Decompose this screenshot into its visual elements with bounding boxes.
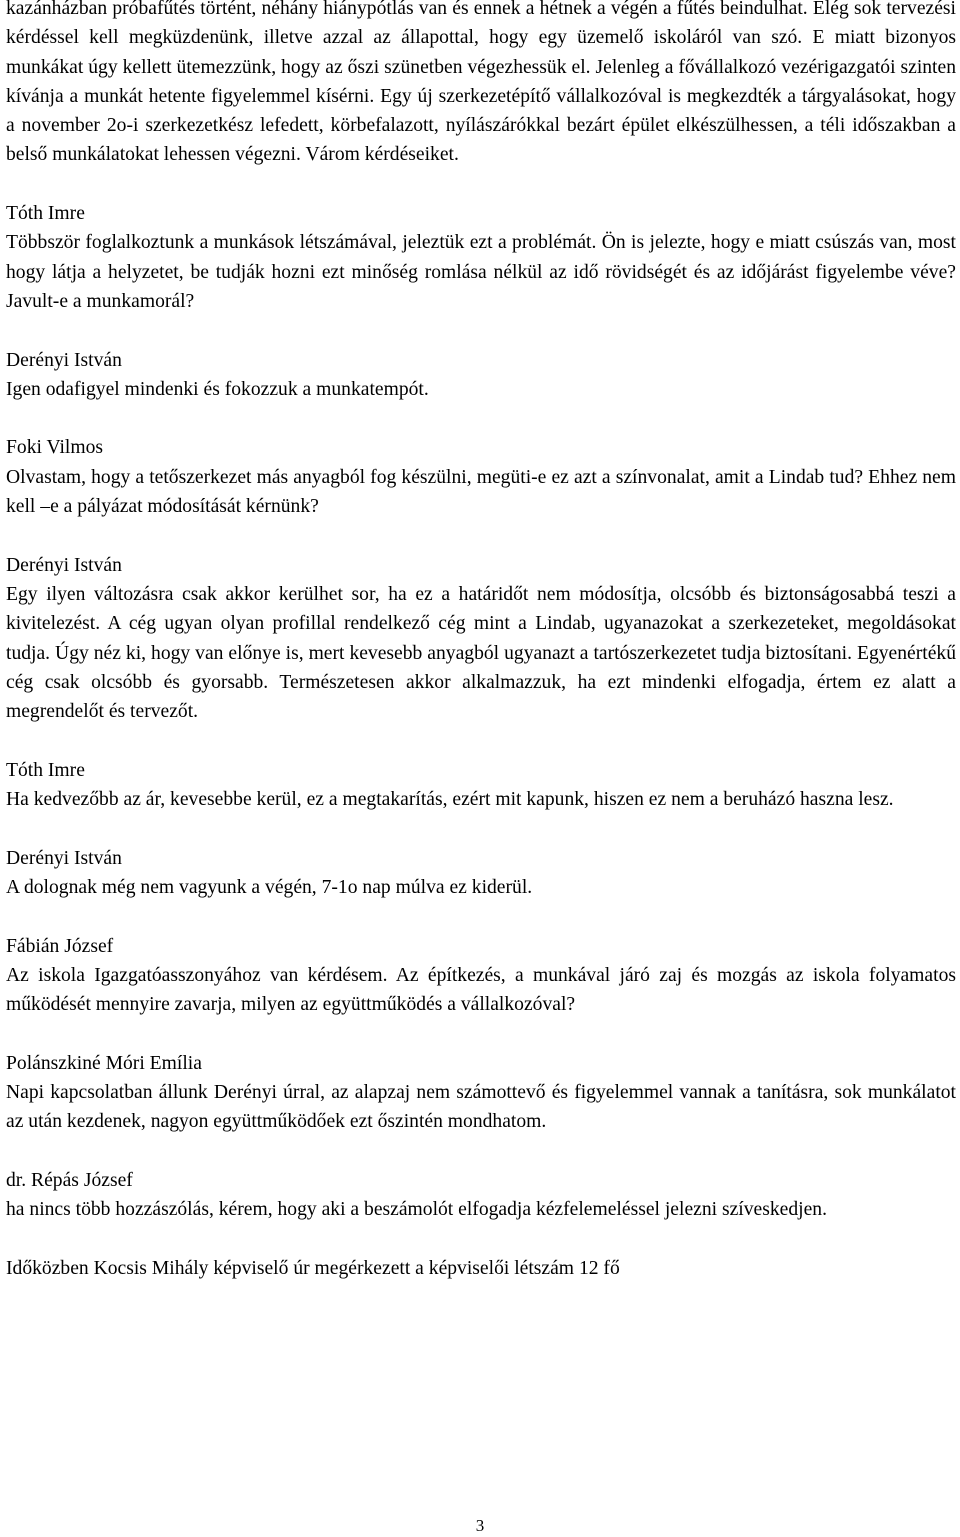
speech-text: Többször foglalkoztunk a munkások létszámával, jeleztük ezt a problémát. Ön is jelezte, hogy e miatt csúszás van, most hogy látja a helyzetet, be tudják hozni ezt minőség romlása nélkül az idő rövidségét és az időjárást figyelembe véve? Javult-e a munkamorál? bbox=[6, 232, 956, 312]
speaker-name: Derényi István bbox=[6, 349, 122, 371]
speaker-name: Tóth Imre bbox=[6, 759, 85, 781]
speech-text: Egy ilyen változásra csak akkor kerülhet sor, ha ez a határidőt nem módosítja, olcsóbb és biztonságosabbá teszi a kivitelezést. A cég ugyan olyan profillal rendelkező cég mint a Lindab, ugyanazokat a szerkezeteket, megoldásokat tudja. Úgy néz ki, hogy van előnye is, mert kevesebb anyagból ugyanazt a tartószerkezetet tudja biztosítani. Egyenértékű cég csak olcsóbb és gyorsabb. Természetesen akkor alkalmazzuk, ha ezt mindenki elfogadja, értem ez alatt a megrendelőt és tervezőt. bbox=[6, 583, 956, 723]
closing-note: Időközben Kocsis Mihály képviselő úr megérkezett a képviselői létszám 12 fő bbox=[6, 1257, 620, 1279]
speech-text: Ha kedvezőbb az ár, kevesebbe kerül, ez a megtakarítás, ezért mit kapunk, hiszen ez nem a beruházó haszna lesz. bbox=[6, 789, 894, 811]
speech-entry bbox=[6, 199, 956, 316]
speech-entry bbox=[6, 433, 956, 521]
speaker-name: Derényi István bbox=[6, 847, 122, 869]
spacer bbox=[6, 316, 956, 345]
speech-text: Napi kapcsolatban állunk Derényi úrral, az alapzaj nem számottevő és figyelemmel vannak a tanításra, sok munkálatot az után kezdenek, nagyon együttműködőek ezt őszintén mondhatom. bbox=[6, 1081, 956, 1133]
spacer bbox=[6, 404, 956, 433]
speech-entry bbox=[6, 346, 956, 405]
speech-text: Az iskola Igazgatóasszonyához van kérdésem. Az építkezés, a munkával járó zaj és mozgás az iskola folyamatos működését mennyire zavarja, milyen az együttműködés a vállalkozóval? bbox=[6, 964, 956, 1016]
spacer bbox=[6, 1224, 956, 1253]
document-page bbox=[6, 0, 956, 1283]
speech-entry bbox=[6, 756, 956, 815]
speech-text: Olvastam, hogy a tetőszerkezet más anyagból fog készülni, megüti-e ez azt a színvonalat, amit a Lindab tud? Ehhez nem kell –e a pályázat módosítását kérnünk? bbox=[6, 466, 956, 518]
spacer bbox=[6, 726, 956, 755]
speech-entry bbox=[6, 932, 956, 1020]
speech-entry bbox=[6, 844, 956, 903]
spacer bbox=[6, 170, 956, 199]
speaker-name: Derényi István bbox=[6, 554, 122, 576]
speaker-name: dr. Répás József bbox=[6, 1169, 133, 1191]
intro-paragraph: kazánházban próbafűtés történt, néhány hiánypótlás van és ennek a hétnek a végén a fűtés beindulhat. Elég sok tervezési kérdéssel kell megküzdenünk, illetve azzal az állapottal, hogy egy üzemelő iskoláról van szó. E miatt bizonyos munkákat úgy kellett ütemezzünk, hogy az őszi szünetben végezhessük el. Jelenleg a fővállalkozó vezérigazgatói szinten kívánja a munkát hetente figyelemmel kísérni. Egy új szerkezetépítő vállalkozóval is megkezdték a tárgyalásokat, hogy a november 2o-i szerkezetkész lefedett, körbefalazott, nyílászárókkal bezárt épület elkészülhessen, a téli időszakban a belső munkálatokat lehessen végezni. Várom kérdéseiket. bbox=[6, 0, 956, 166]
page-number: 3 bbox=[475, 1516, 485, 1535]
speech-text: Igen odafigyel mindenki és fokozzuk a munkatempót. bbox=[6, 378, 429, 400]
spacer bbox=[6, 814, 956, 843]
speaker-name: Polánszkiné Móri Emília bbox=[6, 1052, 202, 1074]
spacer bbox=[6, 521, 956, 550]
speaker-name: Foki Vilmos bbox=[6, 437, 104, 459]
speech-entry bbox=[6, 551, 956, 727]
spacer bbox=[6, 1019, 956, 1048]
speech-entry bbox=[6, 1166, 956, 1225]
speaker-name: Tóth Imre bbox=[6, 203, 85, 225]
speech-text: ha nincs több hozzászólás, kérem, hogy aki a beszámolót elfogadja kézfelemeléssel jelezni szíveskedjen. bbox=[6, 1199, 827, 1221]
spacer bbox=[6, 902, 956, 931]
speech-entry bbox=[6, 1049, 956, 1137]
speaker-name: Fábián József bbox=[6, 935, 114, 957]
spacer bbox=[6, 1137, 956, 1166]
speech-text: A dolognak még nem vagyunk a végén, 7-1o nap múlva ez kiderül. bbox=[6, 876, 533, 898]
